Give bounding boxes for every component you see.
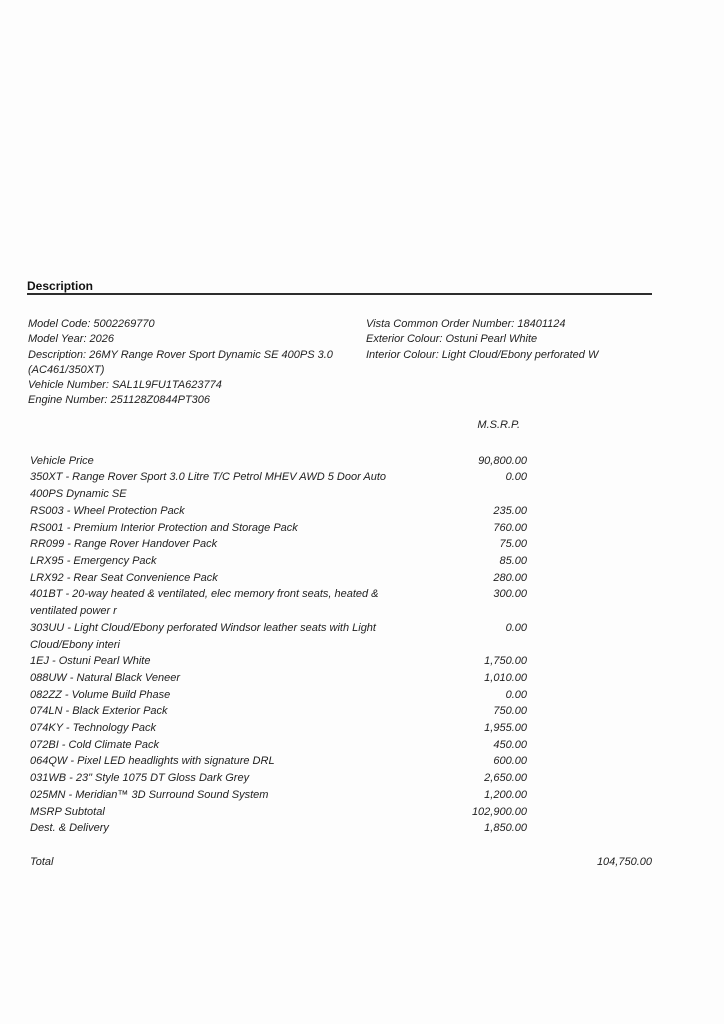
total-row: [27, 854, 652, 871]
document-body: [27, 280, 652, 870]
line-item-amount: 90,800.00: [478, 454, 527, 467]
line-item-amount: 85.00: [499, 555, 527, 567]
line-item-row: [27, 720, 527, 737]
line-item-description: Vehicle Price: [30, 454, 94, 467]
line-item-description: 025MN - Meridian™ 3D Surround Sound System: [30, 788, 269, 801]
line-item-amount: 235.00: [493, 504, 527, 517]
detail-line: Model Code: 5002269770: [28, 318, 155, 330]
line-item-row: [27, 653, 527, 670]
vehicle-details: [27, 317, 652, 409]
line-item-amount: 760.00: [493, 521, 527, 534]
line-item-amount: 1,750.00: [484, 655, 527, 668]
line-item-amount: 750.00: [493, 705, 527, 718]
line-item-amount: 600.00: [493, 755, 527, 768]
line-item-row: [27, 687, 527, 704]
detail-line: Vista Common Order Number: 18401124: [366, 318, 566, 330]
line-item-row: [27, 453, 527, 470]
line-item-amount: 1,200.00: [484, 788, 527, 801]
line-item-amount: 1,955.00: [484, 722, 527, 735]
line-item-description: LRX92 - Rear Seat Convenience Pack: [30, 571, 218, 584]
line-item-row: [27, 620, 527, 653]
section-title: Description: [27, 280, 652, 295]
line-item-amount: 75.00: [499, 538, 527, 551]
line-item-amount: 0.00: [505, 688, 527, 701]
vehicle-details-right-column: [366, 317, 652, 363]
line-item-row: [27, 586, 527, 619]
price-column-header: M.S.R.P.: [477, 418, 520, 431]
line-item-amount: 280.00: [493, 571, 527, 584]
line-item-row: [27, 770, 527, 787]
line-item-row: [27, 670, 527, 687]
detail-line: Exterior Colour: Ostuni Pearl White: [366, 333, 538, 346]
detail-line: Interior Colour: Light Cloud/Ebony perforated W: [366, 348, 599, 361]
line-items-list: [27, 453, 527, 837]
vehicle-details-left-column: [27, 317, 358, 409]
line-item-row: [27, 703, 527, 720]
line-item-amount: 1,010.00: [484, 671, 527, 684]
line-item-description: 1EJ - Ostuni Pearl White: [30, 655, 151, 668]
detail-line: Description: 26MY Range Rover Sport Dynamic SE 400PS 3.0 (AC461/350XT): [28, 348, 333, 376]
detail-line: Model Year: 2026: [28, 333, 115, 346]
line-item-amount: 2,650.00: [484, 772, 527, 785]
line-item-row: [27, 469, 527, 502]
line-item-row: [27, 737, 527, 754]
line-item-description: Dest. & Delivery: [30, 822, 109, 835]
line-item-amount: 102,900.00: [471, 805, 527, 818]
line-item-row: [27, 503, 527, 520]
line-item-amount: 0.00: [505, 621, 527, 634]
line-item-amount: 0.00: [505, 471, 527, 484]
line-item-description: 031WB - 23" Style 1075 DT Gloss Dark Grey: [30, 772, 250, 785]
line-item-amount: 1,850.00: [484, 822, 527, 835]
line-item-row: [27, 520, 527, 537]
line-item-description: MSRP Subtotal: [30, 805, 105, 818]
line-item-description: RR099 - Range Rover Handover Pack: [30, 538, 218, 551]
line-item-row: [27, 753, 527, 770]
line-item-description: 082ZZ - Volume Build Phase: [30, 688, 171, 701]
line-item-description: 350XT - Range Rover Sport 3.0 Litre T/C Petrol MHEV AWD 5 Door Auto 400PS Dynamic SE: [30, 471, 387, 501]
detail-line: Vehicle Number: SAL1L9FU1TA623774: [28, 379, 222, 392]
line-item-description: 401BT - 20-way heated & ventilated, elec memory front seats, heated & ventilated power r: [30, 588, 379, 618]
total-label: Total: [30, 855, 54, 868]
line-item-amount: 450.00: [493, 738, 527, 751]
total-amount: 104,750.00: [596, 855, 652, 868]
line-item-row: [27, 804, 527, 821]
line-item-row: [27, 553, 527, 570]
line-item-amount: 300.00: [493, 588, 527, 601]
line-item-row: [27, 536, 527, 553]
line-item-description: 074LN - Black Exterior Pack: [30, 705, 168, 718]
detail-line: Engine Number: 251128Z0844PT306: [28, 394, 211, 407]
line-item-description: RS003 - Wheel Protection Pack: [30, 504, 185, 517]
line-item-description: 074KY - Technology Pack: [30, 722, 156, 735]
line-item-row: [27, 787, 527, 804]
line-item-description: 088UW - Natural Black Veneer: [30, 671, 180, 684]
line-item-row: [27, 570, 527, 587]
line-item-description: LRX95 - Emergency Pack: [30, 555, 157, 567]
line-item-description: 064QW - Pixel LED headlights with signature DRL: [30, 755, 275, 768]
line-item-description: 072BI - Cold Climate Pack: [30, 738, 159, 751]
line-item-row: [27, 820, 527, 837]
line-item-description: RS001 - Premium Interior Protection and Storage Pack: [30, 521, 298, 534]
line-item-description: 303UU - Light Cloud/Ebony perforated Windsor leather seats with Light Cloud/Ebony interi: [30, 621, 376, 651]
